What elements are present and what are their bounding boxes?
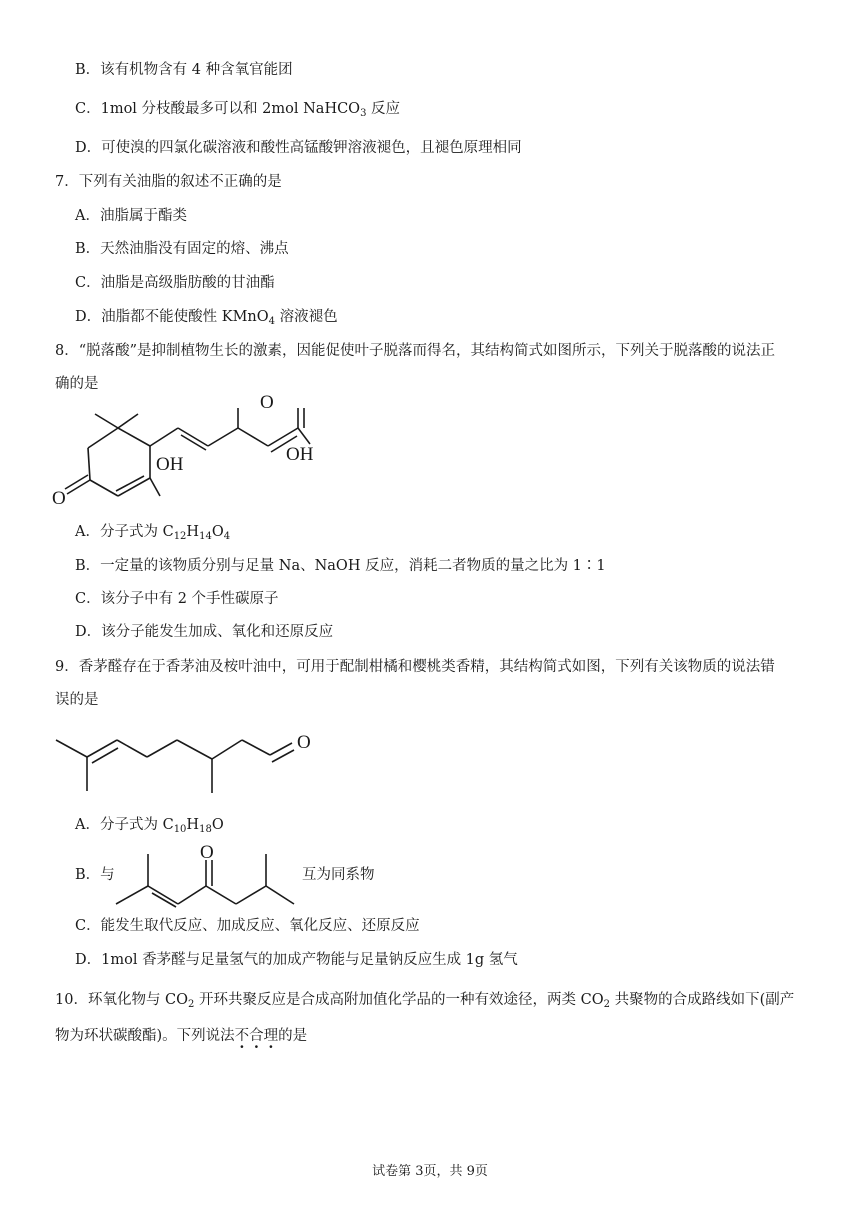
q8-stem-line1: 8．“脱落酸”是抑制植物生长的激素，因能促使叶子脱落而得名，其结构简式如图所示，下列关于脱落酸的说法正: [55, 343, 776, 359]
q6-option-c-sub: 3: [360, 108, 367, 119]
q8-option-b: B．一定量的该物质分别与足量 Na、NaOH 反应，消耗二者物质的量之比为 1∶1: [75, 558, 606, 574]
q6-option-b: B．该有机物含有 4 种含氧官能团: [75, 62, 293, 78]
emphasis-char-3: 理: [263, 1028, 279, 1044]
carboxyl-oh-label: OH: [286, 444, 314, 465]
q9-option-a-text: A．分子式为 C: [75, 817, 174, 833]
q8-stem-line2: 确的是: [55, 376, 99, 392]
page-footer: 试卷第 3页，共 9页: [372, 1164, 488, 1179]
carboxyl-o-label: O: [260, 392, 274, 413]
q9-option-d: D．1mol 香茅醛与足量氢气的加成产物能与足量钠反应生成 1g 氢气: [75, 952, 518, 968]
ketone-o-label: O: [200, 842, 214, 863]
q9-option-a: [75, 815, 224, 840]
unsaturated-ketone-structure: [112, 840, 302, 910]
q7-option-a: A．油脂属于酯类: [75, 208, 187, 224]
q8-option-a-sub2: 14: [199, 531, 212, 542]
q8-option-a-h: H: [186, 524, 200, 540]
q10-stem-text3: 共聚物的合成路线如下(副产: [610, 992, 795, 1008]
q7-option-d-text: D．油脂都不能使酸性 KMnO: [75, 309, 269, 325]
ring-oh-label: OH: [156, 454, 184, 475]
q10-stem-text2: 开环共聚反应是合成高附加值化学品的一种有效途径，两类 CO: [194, 992, 604, 1008]
q8-option-d: D．该分子能发生加成、氧化和还原反应: [75, 624, 334, 640]
q7-stem: 7．下列有关油脂的叙述不正确的是: [55, 174, 282, 190]
q9-stem-line2: 误的是: [55, 692, 99, 708]
q10-stem-line2: [55, 1026, 307, 1046]
q10-stem-text1: 10．环氧化物与 CO: [55, 992, 189, 1008]
abscisic-acid-structure: [50, 392, 350, 510]
aldehyde-o-label: O: [297, 732, 311, 753]
q9-option-a-o: O: [211, 817, 224, 833]
q8-option-a-text: A．分子式为 C: [75, 524, 174, 540]
q10-stem-text5: 的是: [278, 1028, 308, 1044]
ring-o-label: O: [52, 488, 66, 509]
q6-option-d: D．可使溴的四氯化碳溶液和酸性高锰酸钾溶液褪色，且褪色原理相同: [75, 140, 522, 156]
q9-option-a-h: H: [186, 817, 200, 833]
q6-option-c-end: 反应: [366, 101, 401, 117]
q7-option-b: B．天然油脂没有固定的熔、沸点: [75, 241, 289, 257]
q10-stem-line1: [55, 990, 794, 1015]
q9-stem-line1: 9．香茅醛存在于香茅油及桉叶油中，可用于配制柑橘和樱桃类香精，其结构简式如图，下列有关该物质的说法错: [55, 659, 775, 675]
q9-option-c: C．能发生取代反应、加成反应、氧化反应、还原反应: [75, 918, 420, 934]
q7-option-d-sub: 4: [268, 316, 276, 327]
q7-option-c: C．油脂是高级脂肪酸的甘油酯: [75, 275, 275, 291]
q7-option-d: [75, 307, 338, 332]
emphasis-char-2: 合: [249, 1028, 264, 1044]
q6-option-c-formula: NaHCO: [303, 101, 361, 117]
q7-option-d-end: 溶液褪色: [275, 309, 338, 325]
emphasis-char-1: 不: [234, 1028, 250, 1044]
q9-option-a-sub1: 10: [173, 824, 187, 835]
q9-option-b-suffix: 互为同系物: [302, 867, 375, 883]
q10-stem-sub1: 2: [188, 999, 195, 1010]
q8-option-a-o: O: [211, 524, 224, 540]
q6-option-c: [75, 99, 400, 124]
q10-stem-sub2: 2: [603, 999, 610, 1010]
q10-stem-text4: 物为环状碳酸酯)。下列说法: [55, 1028, 235, 1044]
q8-option-a-sub1: 12: [173, 531, 187, 542]
q9-option-a-sub2: 18: [199, 824, 212, 835]
q8-option-a: [75, 522, 230, 547]
q8-option-c: C．该分子中有 2 个手性碳原子: [75, 591, 279, 607]
q8-option-a-sub3: 4: [223, 531, 231, 542]
q9-option-b-prefix: B．与: [75, 867, 115, 883]
q6-option-c-text: C．1mol 分枝酸最多可以和 2mol: [75, 101, 304, 117]
citronellal-structure: [50, 725, 330, 805]
